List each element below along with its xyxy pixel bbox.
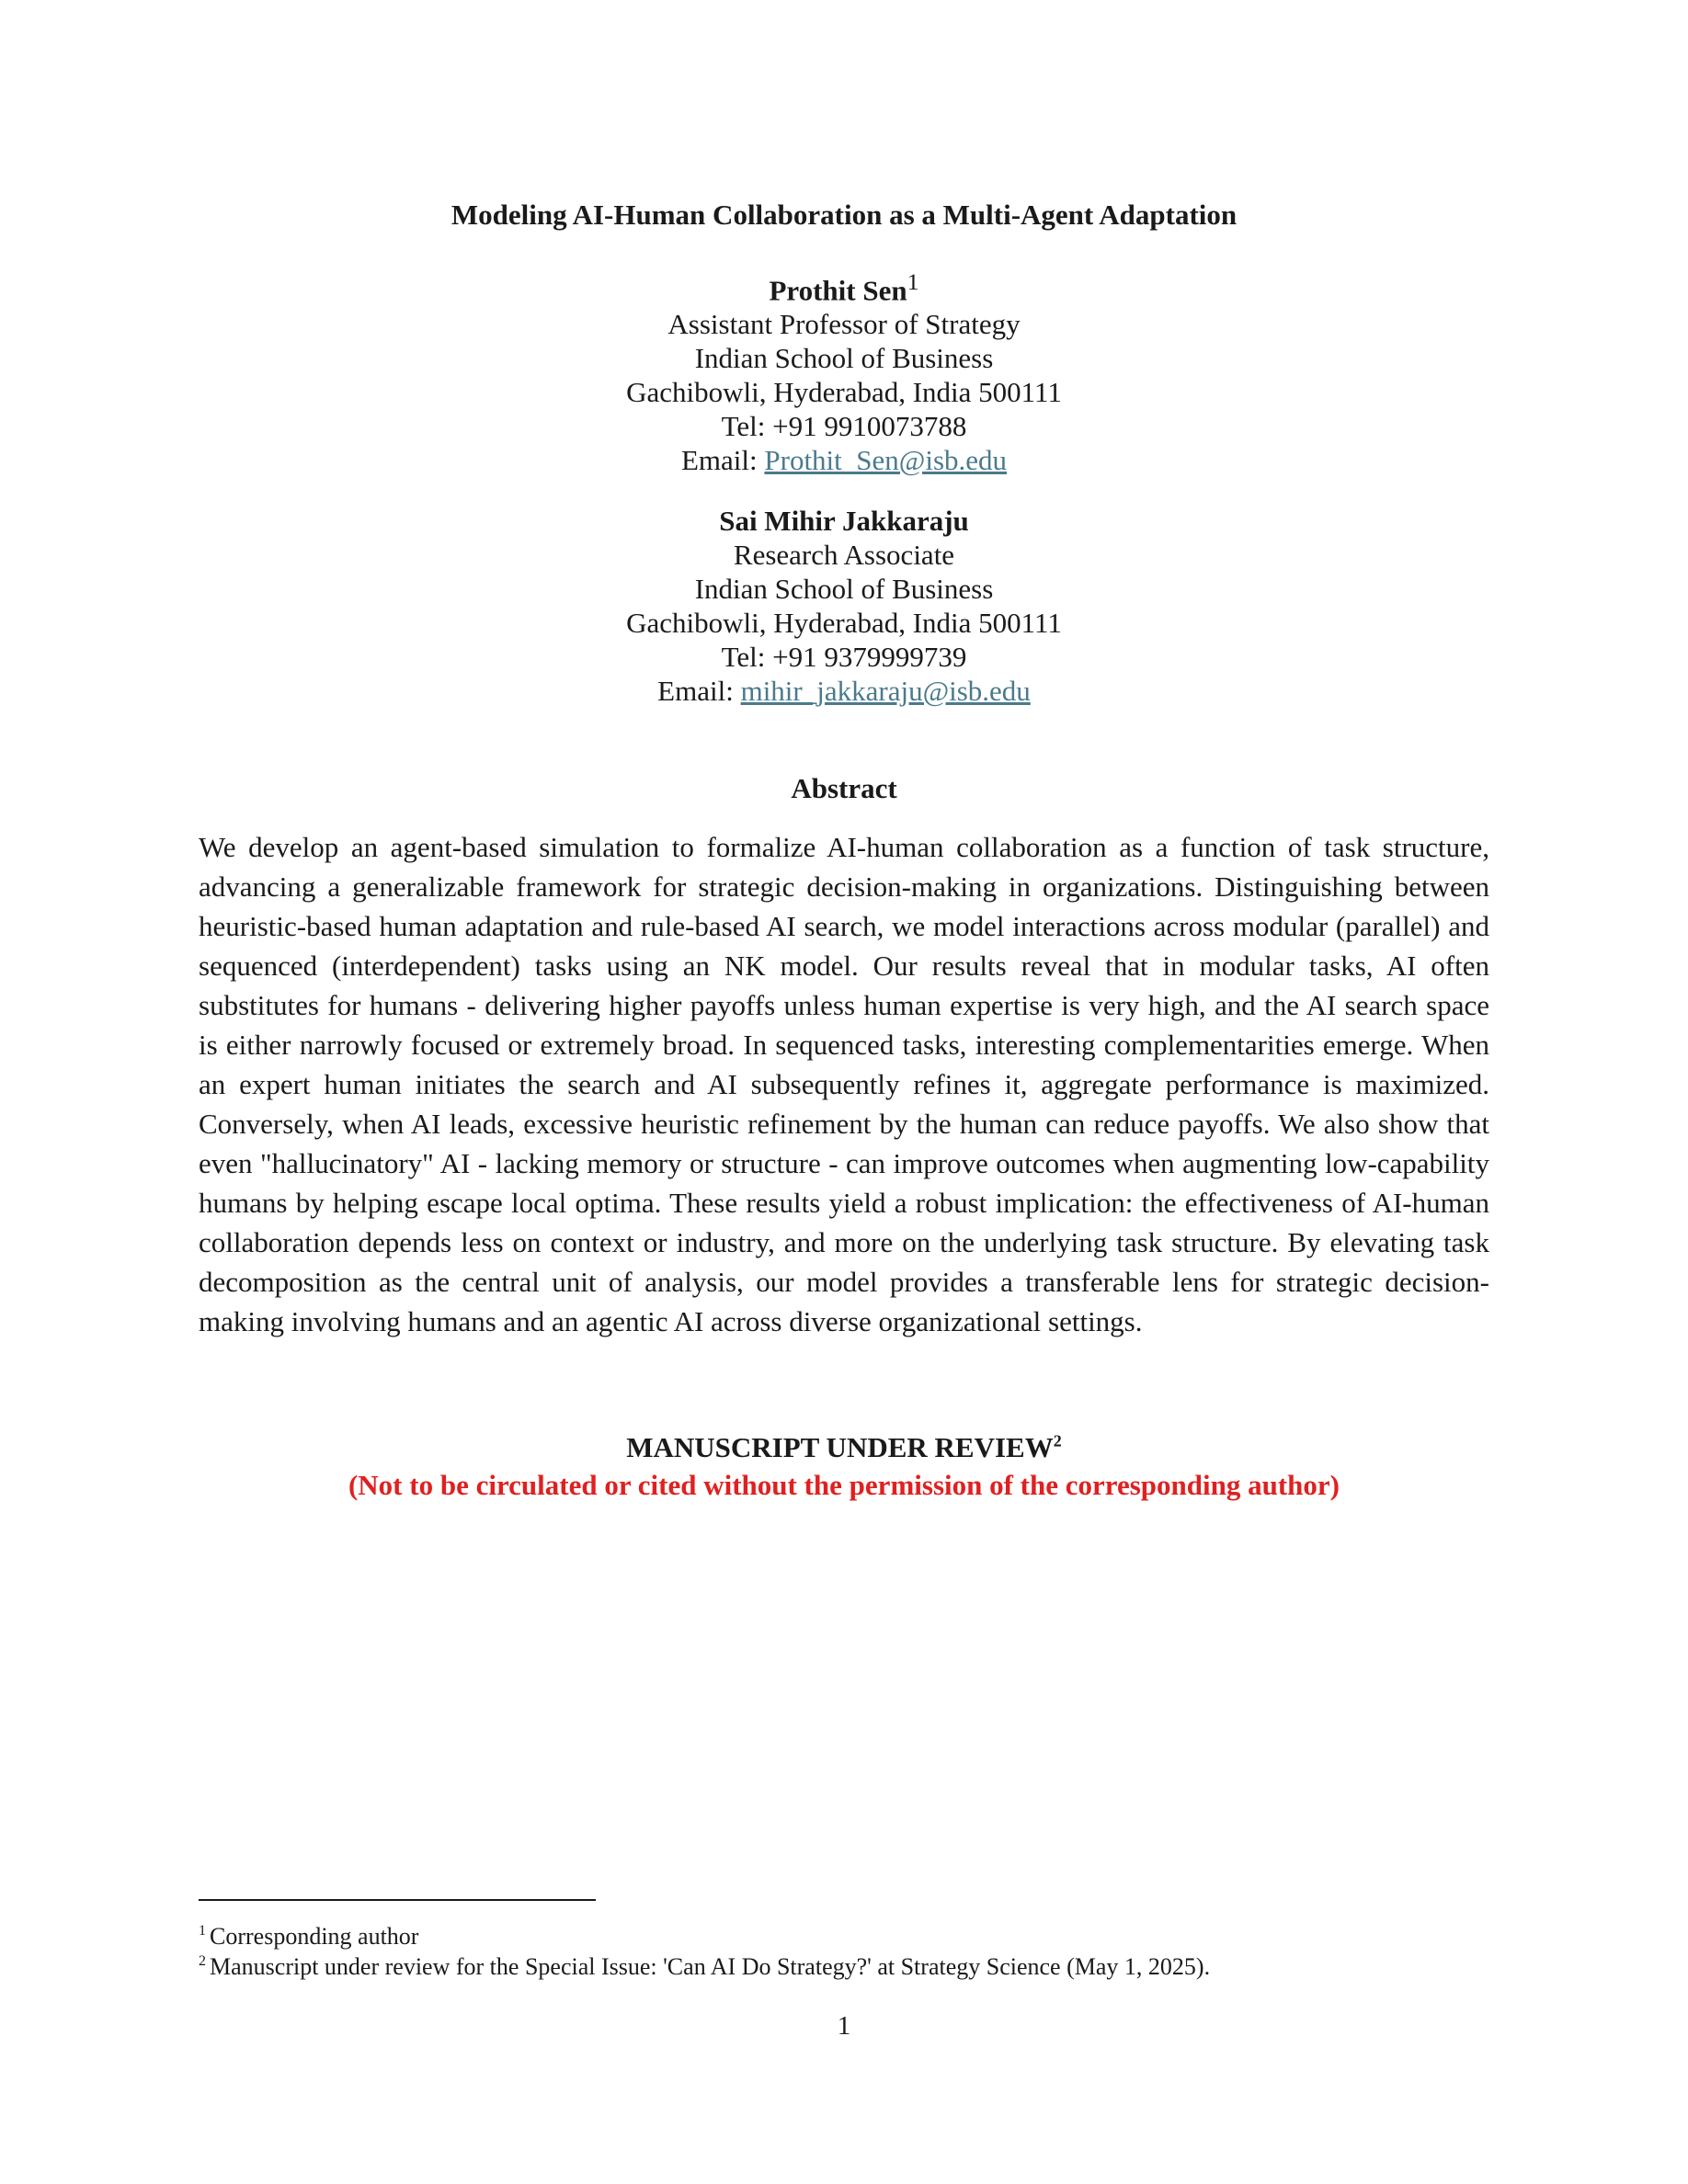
author-address: Gachibowli, Hyderabad, India 500111 [626,607,1062,639]
author-name: Sai Mihir Jakkaraju [719,505,969,537]
footnote-2 [199,1951,1489,1982]
author-block-2 [0,504,1688,708]
author-email-line [0,443,1688,477]
abstract-body: We develop an agent-based simulation to formalize AI-human collaboration as a function of task structure, advancing a generalizable framework for strategic decision-making in organizations. Distinguishing between heuristic-based human adaptation and rule-based AI search, we model interactions across modular (parallel) and sequenced (interdependent) tasks using an NK model. Our results reveal that in modular tasks, AI often substitutes for humans - delivering higher payoffs unless human expertise is very high, and the AI search space is either narrowly focused or extremely broad. In sequenced tasks, interesting complementarities emerge. When an expert human initiates the search and AI subsequently refines it, aggregate performance is maximized. Conversely, when AI leads, excessive heuristic refinement by the human can reduce payoffs. We also show that even "hallucinatory" AI - lacking memory or structure - can improve outcomes when augmenting low-capability humans by helping escape local optima. These results yield a robust implication: the effectiveness of AI-human collaboration depends less on context or industry, and more on the underlying task structure. By elevating task decomposition as the central unit of analysis, our model provides a transferable lens for strategic decision-making involving humans and an agentic AI across diverse organizational settings. [199,831,1489,1337]
author-tel: Tel: +91 9379999739 [721,641,967,673]
email-label: Email: [680,444,765,477]
author-position: Assistant Professor of Strategy [667,308,1021,341]
email-link[interactable]: Prothit_Sen@isb.edu [764,444,1008,477]
author-block-1 [0,265,1688,477]
author-position: Research Associate [733,539,955,571]
footnote-text: Corresponding author [210,1923,419,1950]
footnote-marker: 1 [199,1923,206,1939]
review-heading [0,1429,1688,1466]
circulation-warning: (Not to be circulated or cited without the permission of the corresponding author) [348,1469,1340,1501]
author-institution: Indian School of Business [694,342,994,375]
footnote-text: Manuscript under review for the Special Issue: 'Can AI Do Strategy?' at Strategy Science (May 1, 2025). [210,1953,1211,1980]
author-institution: Indian School of Business [694,573,994,605]
footnote-marker: 2 [1053,1431,1062,1450]
footnote-divider [199,1899,596,1901]
review-heading-text: MANUSCRIPT UNDER REVIEW [626,1431,1054,1463]
abstract-heading: Abstract [791,772,897,804]
author-tel: Tel: +91 9910073788 [721,410,967,443]
footnote-marker: 2 [199,1953,206,1970]
page-number: 1 [837,2011,851,2041]
email-label: Email: [657,675,741,707]
author-address: Gachibowli, Hyderabad, India 500111 [626,376,1062,409]
author-name: Prothit Sen [769,274,907,307]
author-email-line [0,674,1688,708]
email-link[interactable]: mihir_jakkaraju@isb.edu [740,675,1031,707]
footnotes [199,1921,1489,1982]
footnote-marker: 1 [907,268,919,295]
author-name-line [0,265,1688,307]
footnote-1 [199,1921,1489,1951]
paper-title: Modeling AI-Human Collaboration as a Multi-Agent Adaptation [451,199,1237,231]
